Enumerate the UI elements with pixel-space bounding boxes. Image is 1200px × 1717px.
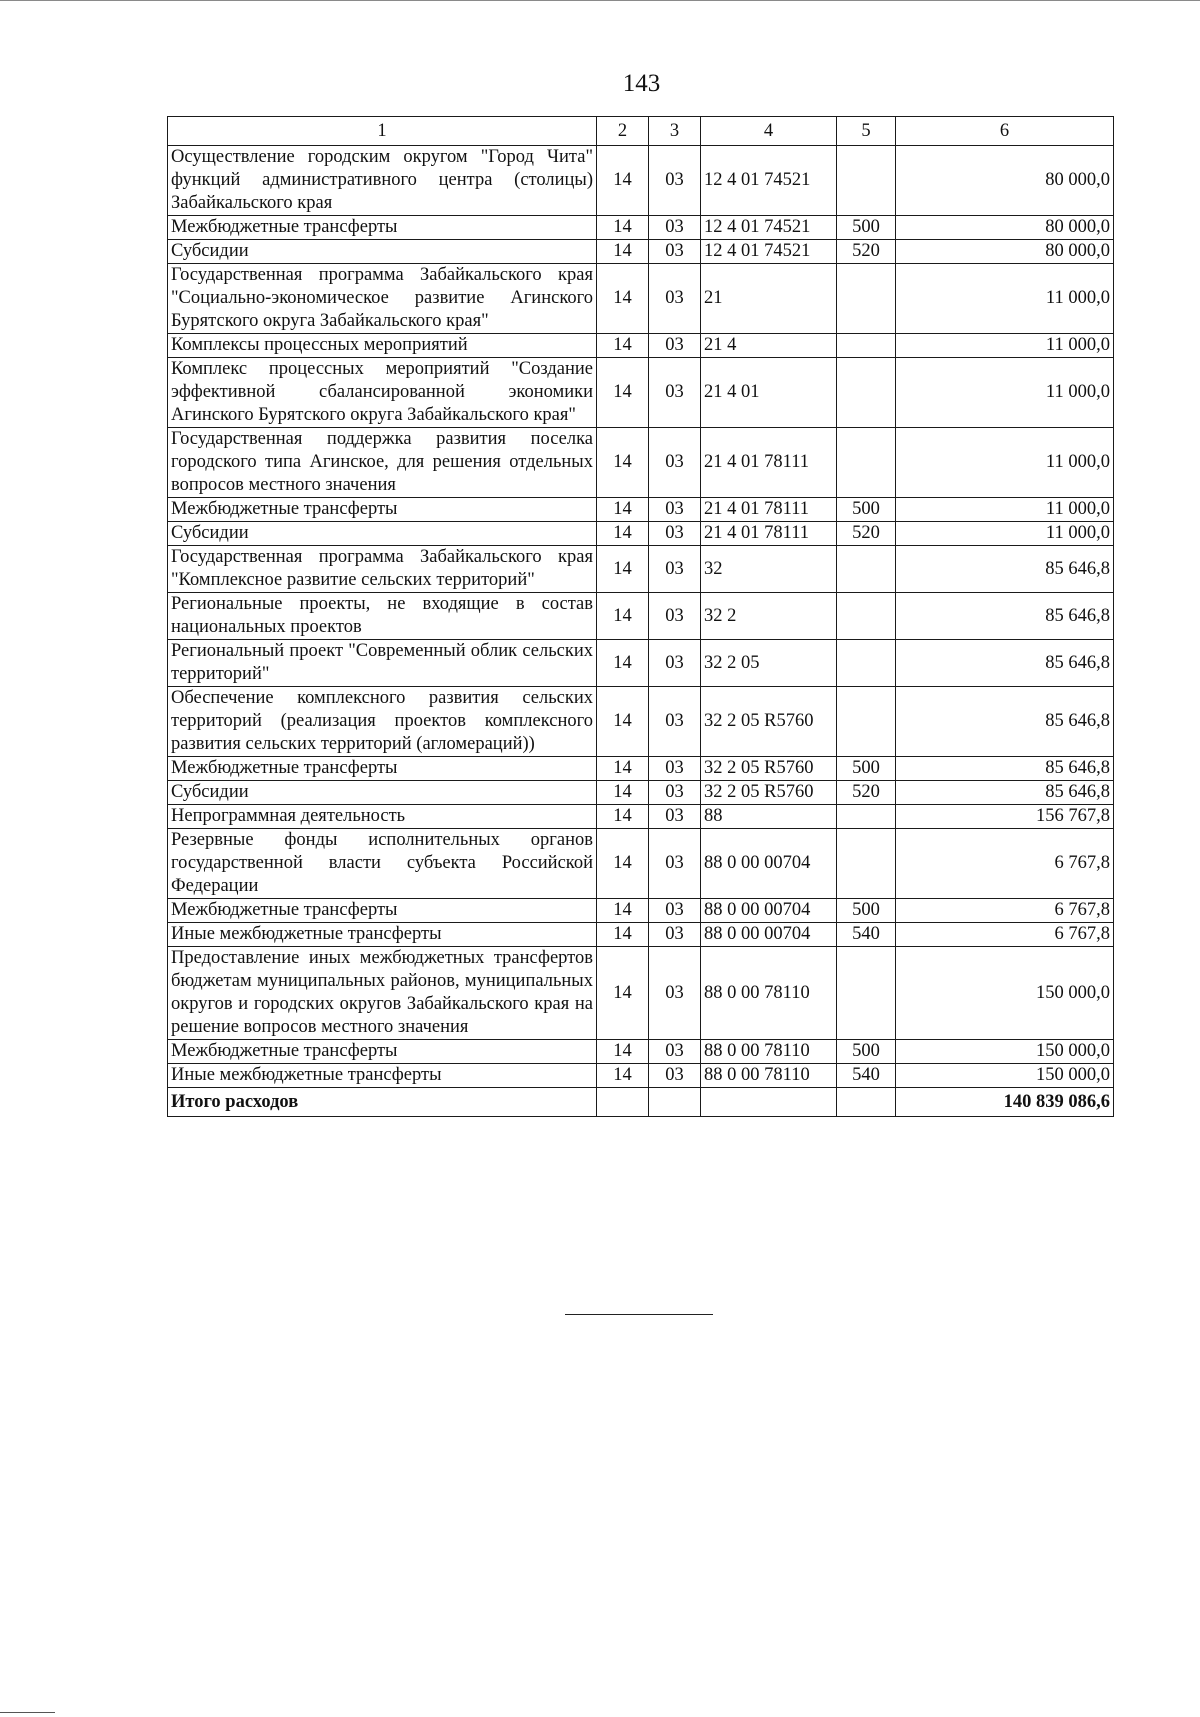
subsection-code-cell: 03 (649, 146, 701, 216)
target-article-cell: 12 4 01 74521 (701, 240, 837, 264)
column-header: 4 (701, 117, 837, 146)
subsection-code-cell: 03 (649, 829, 701, 899)
table-row (168, 1064, 1114, 1088)
row-name-cell: Иные межбюджетные трансферты (168, 1064, 597, 1088)
subsection-code-cell: 03 (649, 899, 701, 923)
amount-cell: 85 646,8 (896, 687, 1114, 757)
empty-cell (649, 1088, 701, 1117)
table-row (168, 947, 1114, 1040)
row-name-cell: Межбюджетные трансферты (168, 899, 597, 923)
target-article-cell: 32 2 (701, 593, 837, 640)
row-name-cell: Межбюджетные трансферты (168, 757, 597, 781)
subsection-code-cell: 03 (649, 687, 701, 757)
expense-type-cell: 500 (837, 899, 896, 923)
section-code-cell: 14 (597, 947, 649, 1040)
section-code-cell: 14 (597, 358, 649, 428)
subsection-code-cell: 03 (649, 923, 701, 947)
table-row (168, 640, 1114, 687)
table-row (168, 240, 1114, 264)
subsection-code-cell: 03 (649, 240, 701, 264)
subsection-code-cell: 03 (649, 593, 701, 640)
section-code-cell: 14 (597, 498, 649, 522)
section-code-cell: 14 (597, 546, 649, 593)
amount-cell: 11 000,0 (896, 498, 1114, 522)
amount-cell: 11 000,0 (896, 428, 1114, 498)
row-name-cell: Субсидии (168, 781, 597, 805)
table-row (168, 923, 1114, 947)
scan-top-edge (0, 0, 1200, 1)
table-row (168, 899, 1114, 923)
table-row (168, 546, 1114, 593)
amount-cell: 11 000,0 (896, 522, 1114, 546)
section-code-cell: 14 (597, 216, 649, 240)
target-article-cell: 88 0 00 78110 (701, 1040, 837, 1064)
row-name-cell: Осуществление городским округом "Город Чита" функций административного центра (столицы) Забайкальского края (168, 146, 597, 216)
total-amount: 140 839 086,6 (896, 1088, 1114, 1117)
subsection-code-cell: 03 (649, 546, 701, 593)
amount-cell: 80 000,0 (896, 146, 1114, 216)
expense-type-cell (837, 146, 896, 216)
expense-type-cell: 500 (837, 1040, 896, 1064)
amount-cell: 156 767,8 (896, 805, 1114, 829)
expense-type-cell: 520 (837, 240, 896, 264)
subsection-code-cell: 03 (649, 216, 701, 240)
row-name-cell: Государственная программа Забайкальского края "Социально-экономическое развитие Агинского Бурятского округа Забайкальского края" (168, 264, 597, 334)
expense-type-cell (837, 358, 896, 428)
scan-bottom-edge (0, 1712, 55, 1713)
amount-cell: 85 646,8 (896, 546, 1114, 593)
amount-cell: 11 000,0 (896, 334, 1114, 358)
target-article-cell: 21 4 01 (701, 358, 837, 428)
subsection-code-cell: 03 (649, 358, 701, 428)
expense-type-cell (837, 593, 896, 640)
table-row (168, 216, 1114, 240)
amount-cell: 11 000,0 (896, 264, 1114, 334)
table-row (168, 358, 1114, 428)
section-code-cell: 14 (597, 829, 649, 899)
section-code-cell: 14 (597, 593, 649, 640)
row-name-cell: Межбюджетные трансферты (168, 498, 597, 522)
subsection-code-cell: 03 (649, 498, 701, 522)
amount-cell: 80 000,0 (896, 240, 1114, 264)
subsection-code-cell: 03 (649, 1064, 701, 1088)
expense-type-cell (837, 687, 896, 757)
expense-type-cell: 540 (837, 923, 896, 947)
amount-cell: 6 767,8 (896, 899, 1114, 923)
section-code-cell: 14 (597, 334, 649, 358)
page-number: 143 (622, 70, 661, 97)
amount-cell: 85 646,8 (896, 640, 1114, 687)
row-name-cell: Государственная поддержка развития поселка городского типа Агинское, для решения отдельных вопросов местного значения (168, 428, 597, 498)
row-name-cell: Непрограммная деятельность (168, 805, 597, 829)
target-article-cell: 21 (701, 264, 837, 334)
row-name-cell: Субсидии (168, 522, 597, 546)
section-code-cell: 14 (597, 899, 649, 923)
target-article-cell: 21 4 01 78111 (701, 522, 837, 546)
section-code-cell: 14 (597, 687, 649, 757)
amount-cell: 150 000,0 (896, 1040, 1114, 1064)
expense-type-cell (837, 947, 896, 1040)
expense-type-cell (837, 829, 896, 899)
subsection-code-cell: 03 (649, 264, 701, 334)
target-article-cell: 88 0 00 00704 (701, 923, 837, 947)
expense-type-cell (837, 264, 896, 334)
section-code-cell: 14 (597, 923, 649, 947)
expense-type-cell (837, 805, 896, 829)
target-article-cell: 32 2 05 R5760 (701, 781, 837, 805)
target-article-cell: 12 4 01 74521 (701, 216, 837, 240)
column-header: 1 (168, 117, 597, 146)
table-row (168, 334, 1114, 358)
section-code-cell: 14 (597, 146, 649, 216)
expense-type-cell: 520 (837, 522, 896, 546)
subsection-code-cell: 03 (649, 1040, 701, 1064)
expense-type-cell: 500 (837, 498, 896, 522)
expense-type-cell: 520 (837, 781, 896, 805)
subsection-code-cell: 03 (649, 757, 701, 781)
subsection-code-cell: 03 (649, 522, 701, 546)
row-name-cell: Государственная программа Забайкальского края "Комплексное развитие сельских территорий" (168, 546, 597, 593)
row-name-cell: Иные межбюджетные трансферты (168, 923, 597, 947)
target-article-cell: 88 0 00 00704 (701, 829, 837, 899)
expense-type-cell (837, 640, 896, 687)
expense-type-cell: 500 (837, 216, 896, 240)
section-code-cell: 14 (597, 1064, 649, 1088)
subsection-code-cell: 03 (649, 781, 701, 805)
table-row (168, 781, 1114, 805)
row-name-cell: Предоставление иных межбюджетных трансфертов бюджетам муниципальных районов, муниципальных округов и городских округов Забайкальского края на решение вопросов местного значения (168, 947, 597, 1040)
row-name-cell: Межбюджетные трансферты (168, 1040, 597, 1064)
section-code-cell: 14 (597, 240, 649, 264)
table-row (168, 146, 1114, 216)
amount-cell: 85 646,8 (896, 757, 1114, 781)
row-name-cell: Региональные проекты, не входящие в состав национальных проектов (168, 593, 597, 640)
amount-cell: 11 000,0 (896, 358, 1114, 428)
target-article-cell: 88 0 00 00704 (701, 899, 837, 923)
target-article-cell: 32 (701, 546, 837, 593)
target-article-cell: 21 4 01 78111 (701, 428, 837, 498)
table-row (168, 498, 1114, 522)
target-article-cell: 88 0 00 78110 (701, 947, 837, 1040)
amount-cell: 80 000,0 (896, 216, 1114, 240)
amount-cell: 150 000,0 (896, 1064, 1114, 1088)
section-code-cell: 14 (597, 428, 649, 498)
row-name-cell: Региональный проект "Современный облик сельских территорий" (168, 640, 597, 687)
section-code-cell: 14 (597, 264, 649, 334)
row-name-cell: Комплекс процессных мероприятий "Создание эффективной сбалансированной экономики Агинского Бурятского округа Забайкальского края" (168, 358, 597, 428)
amount-cell: 85 646,8 (896, 781, 1114, 805)
target-article-cell: 32 2 05 (701, 640, 837, 687)
amount-cell: 6 767,8 (896, 829, 1114, 899)
row-name-cell: Межбюджетные трансферты (168, 216, 597, 240)
table-header-row (168, 117, 1114, 146)
end-separator-line (565, 1314, 713, 1315)
subsection-code-cell: 03 (649, 428, 701, 498)
column-header: 5 (837, 117, 896, 146)
budget-table (167, 116, 1114, 1117)
section-code-cell: 14 (597, 640, 649, 687)
section-code-cell: 14 (597, 805, 649, 829)
subsection-code-cell: 03 (649, 947, 701, 1040)
expense-type-cell (837, 428, 896, 498)
subsection-code-cell: 03 (649, 805, 701, 829)
target-article-cell: 32 2 05 R5760 (701, 687, 837, 757)
table-row (168, 264, 1114, 334)
section-code-cell: 14 (597, 1040, 649, 1064)
amount-cell: 6 767,8 (896, 923, 1114, 947)
expense-type-cell: 500 (837, 757, 896, 781)
column-header: 3 (649, 117, 701, 146)
target-article-cell: 21 4 (701, 334, 837, 358)
row-name-cell: Субсидии (168, 240, 597, 264)
subsection-code-cell: 03 (649, 640, 701, 687)
target-article-cell: 32 2 05 R5760 (701, 757, 837, 781)
table-row (168, 522, 1114, 546)
row-name-cell: Обеспечение комплексного развития сельских территорий (реализация проектов комплексного развития сельских территорий (агломераций)) (168, 687, 597, 757)
section-code-cell: 14 (597, 522, 649, 546)
target-article-cell: 12 4 01 74521 (701, 146, 837, 216)
table-row (168, 593, 1114, 640)
column-header: 6 (896, 117, 1114, 146)
table-row (168, 1040, 1114, 1064)
amount-cell: 150 000,0 (896, 947, 1114, 1040)
table-row (168, 428, 1114, 498)
table-row (168, 805, 1114, 829)
row-name-cell: Резервные фонды исполнительных органов государственной власти субъекта Российской Федерации (168, 829, 597, 899)
subsection-code-cell: 03 (649, 334, 701, 358)
empty-cell (837, 1088, 896, 1117)
target-article-cell: 88 0 00 78110 (701, 1064, 837, 1088)
table-row (168, 687, 1114, 757)
amount-cell: 85 646,8 (896, 593, 1114, 640)
column-header: 2 (597, 117, 649, 146)
expense-type-cell: 540 (837, 1064, 896, 1088)
section-code-cell: 14 (597, 757, 649, 781)
table-row (168, 829, 1114, 899)
empty-cell (701, 1088, 837, 1117)
total-label: Итого расходов (168, 1088, 597, 1117)
row-name-cell: Комплексы процессных мероприятий (168, 334, 597, 358)
expense-type-cell (837, 546, 896, 593)
target-article-cell: 21 4 01 78111 (701, 498, 837, 522)
empty-cell (597, 1088, 649, 1117)
total-row (168, 1088, 1114, 1117)
target-article-cell: 88 (701, 805, 837, 829)
table-row (168, 757, 1114, 781)
expense-type-cell (837, 334, 896, 358)
section-code-cell: 14 (597, 781, 649, 805)
